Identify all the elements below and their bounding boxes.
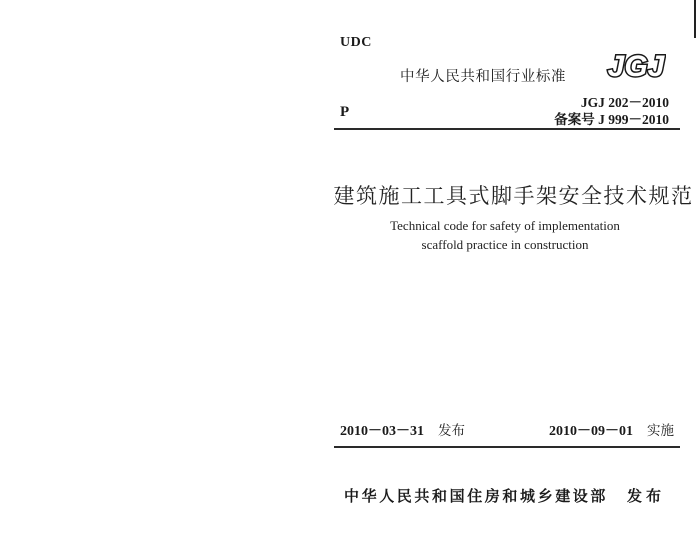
jgj-logo-icon — [606, 49, 666, 81]
title-english-line2: scaffold practice in construction — [421, 237, 589, 252]
issue-date: 2010－03－31 — [340, 424, 424, 439]
bottom-divider — [334, 446, 680, 448]
top-divider — [334, 128, 680, 130]
standard-number: JGJ 202－2010 — [580, 95, 669, 110]
class-code: P — [340, 104, 350, 120]
implement-date-block — [549, 419, 674, 440]
issue-label: 发布 — [438, 423, 465, 439]
title-english-line1: Technical code for safety of implementation — [390, 218, 620, 233]
title-english — [340, 216, 670, 254]
standard-type: 中华人民共和国行业标准 — [400, 69, 567, 85]
implement-label: 实施 — [647, 423, 674, 439]
issuer-action: 发布 — [627, 487, 666, 505]
edge-mark — [694, 0, 696, 38]
issuer: 中华人民共和国住房和城乡建设部 — [344, 487, 609, 505]
issue-date-block — [340, 419, 465, 440]
udc-label: UDC — [340, 35, 372, 50]
implement-date: 2010－09－01 — [549, 424, 633, 439]
jgj-logo-text: JGJ — [607, 50, 665, 81]
title-chinese: 建筑施工工具式脚手架安全技术规范 — [333, 184, 694, 208]
record-number: 备案号 J 999－2010 — [554, 112, 669, 127]
